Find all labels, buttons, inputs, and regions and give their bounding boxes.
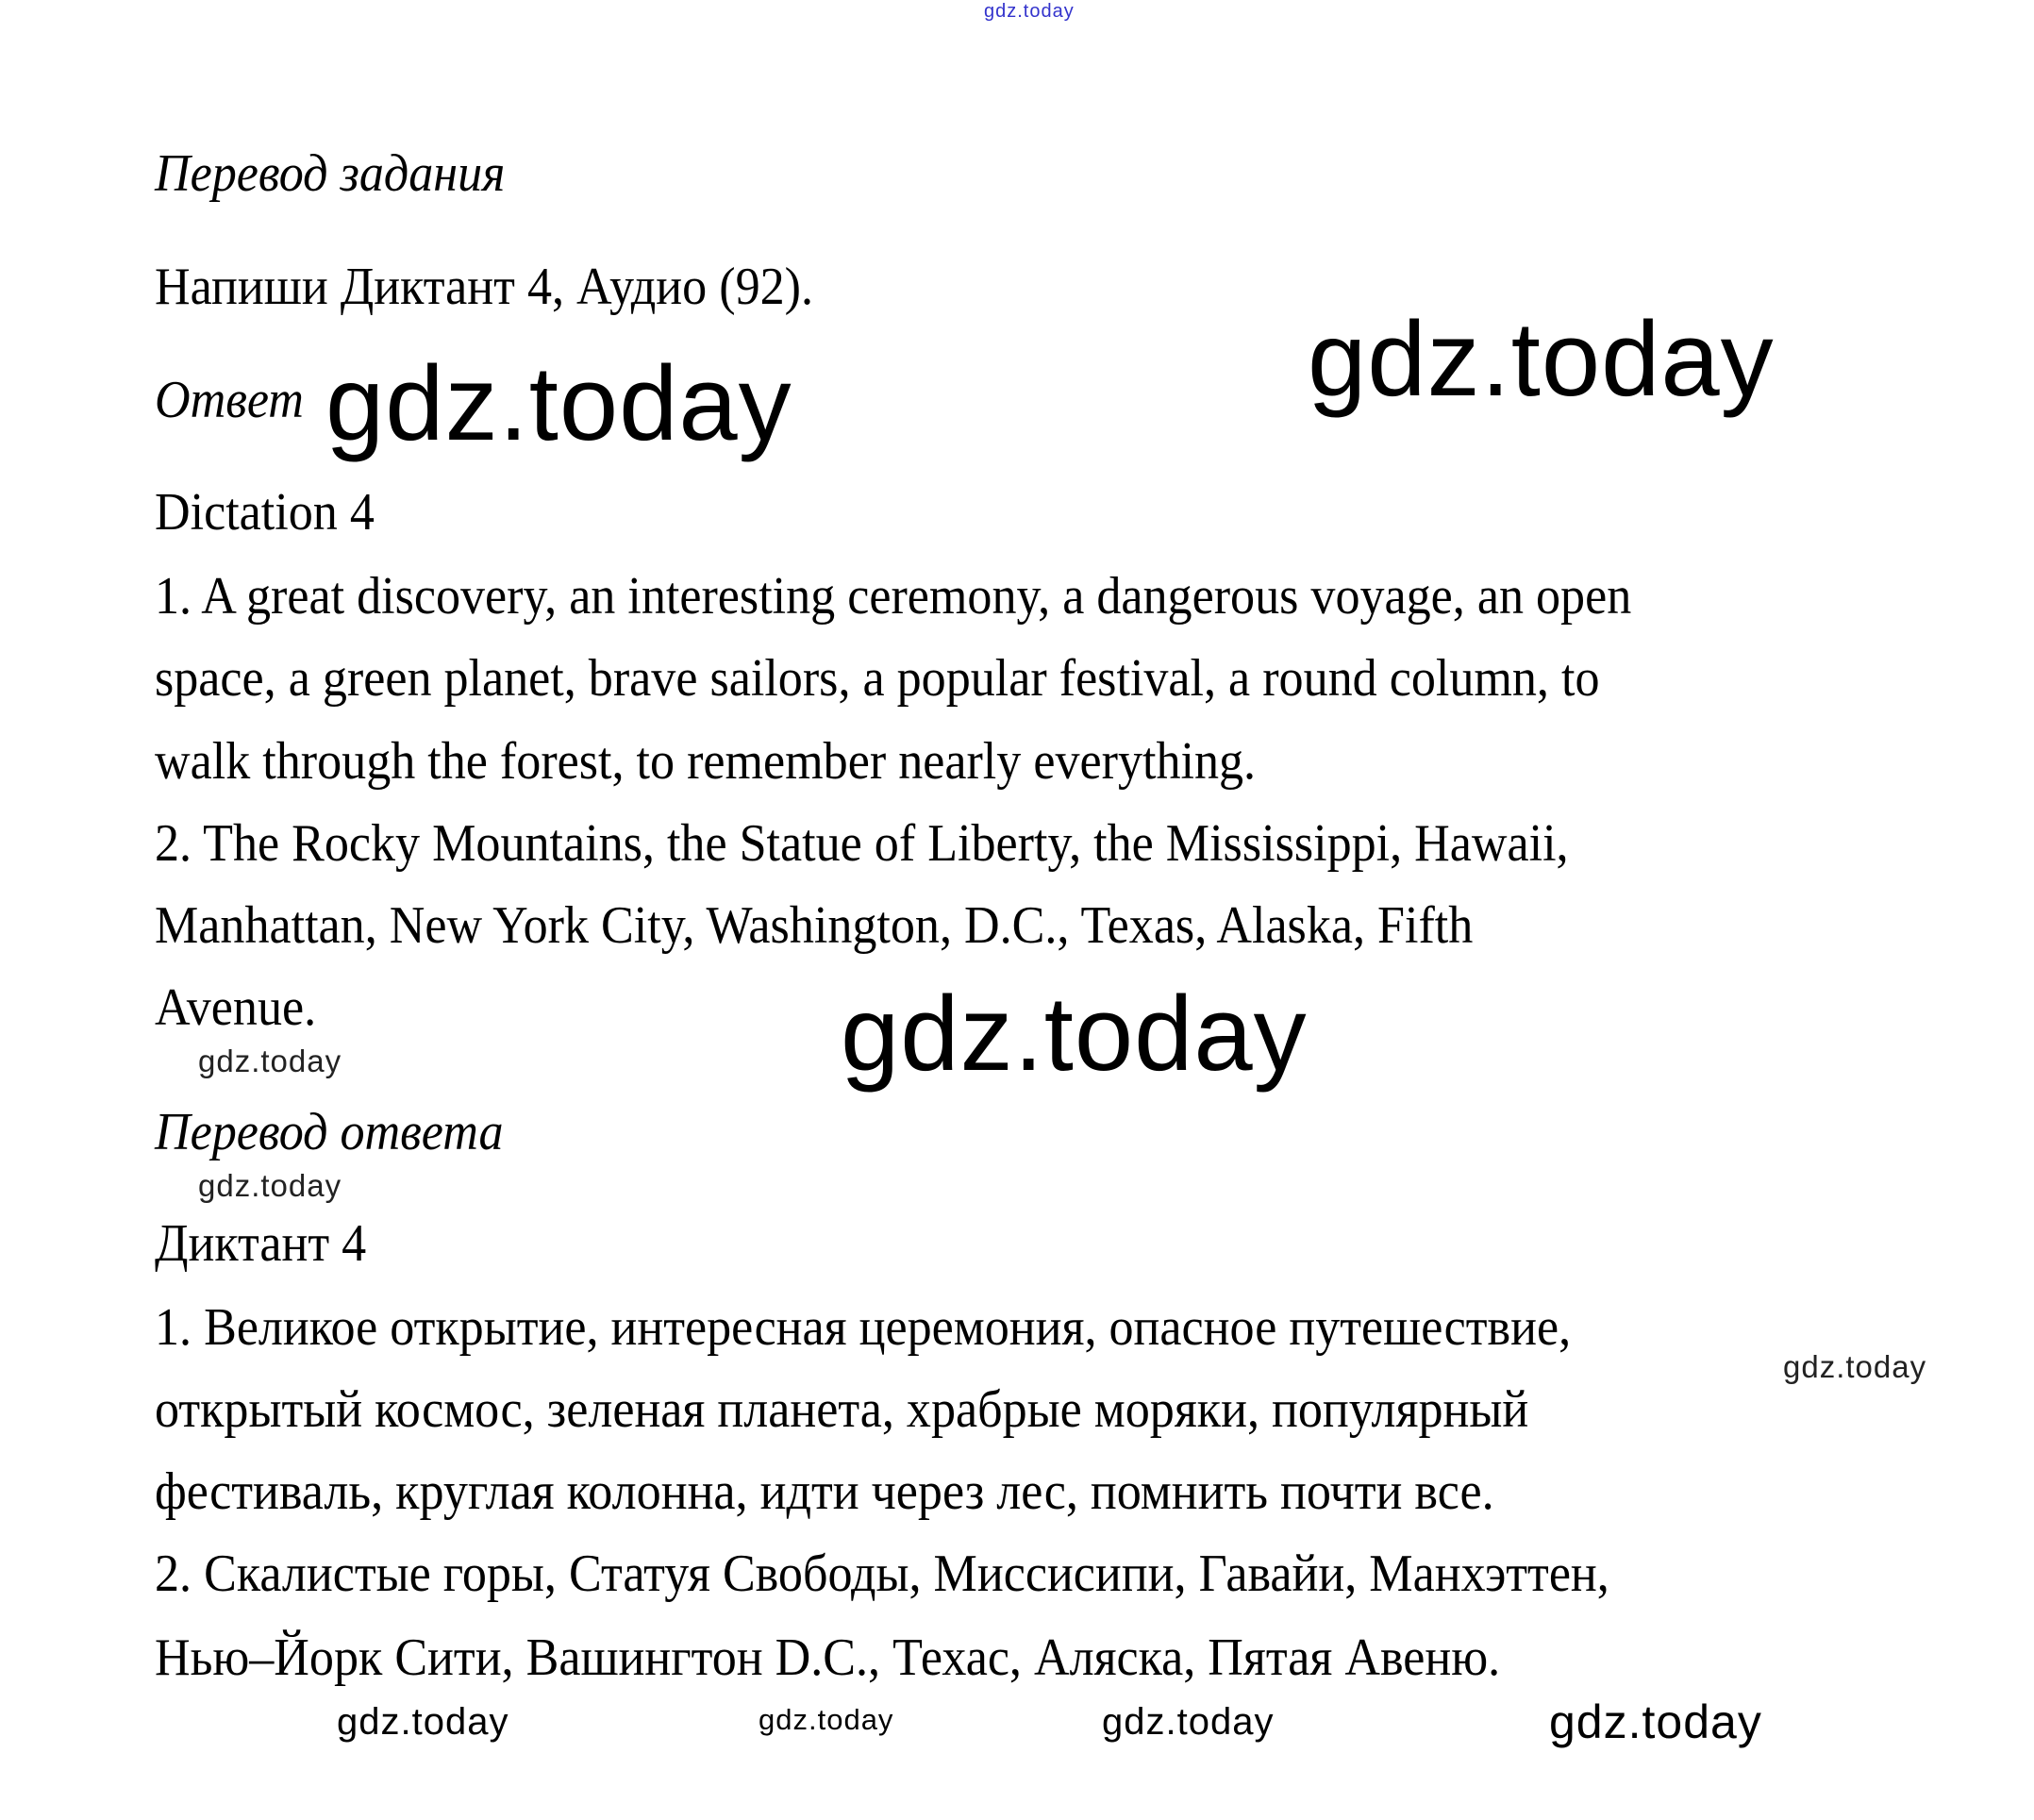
translation-title: Диктант 4 xyxy=(155,1214,367,1273)
translation-line: 1. Великое открытие, интересная церемония, опасное путешествие, xyxy=(155,1298,1572,1357)
translation-line: открытый космос, зеленая планета, храбрые моряки, популярный xyxy=(155,1380,1529,1439)
task-text: Напиши Диктант 4, Аудио (92). xyxy=(155,258,814,316)
translation-line: 2. Скалистые горы, Статуя Свободы, Миссисипи, Гавайи, Манхэттен, xyxy=(155,1544,1609,1603)
watermark-small: gdz.today xyxy=(1783,1349,1927,1384)
watermark-top: gdz.today xyxy=(984,1,1075,22)
dictation-line: 2. The Rocky Mountains, the Statue of Liberty, the Mississippi, Hawaii, xyxy=(155,814,1569,873)
task-translation-heading: Перевод задания xyxy=(155,144,506,203)
watermark-large: gdz.today xyxy=(325,344,792,462)
answer-translation-heading: Перевод ответа xyxy=(155,1103,504,1161)
watermark-large: gdz.today xyxy=(841,975,1308,1093)
watermark-small: gdz.today xyxy=(759,1703,894,1736)
dictation-line: 1. A great discovery, an interesting ceremony, a dangerous voyage, an open xyxy=(155,567,1632,626)
watermark-small: gdz.today xyxy=(198,1168,342,1203)
watermark-small: gdz.today xyxy=(337,1701,509,1743)
dictation-line: Avenue. xyxy=(155,978,317,1037)
watermark-large: gdz.today xyxy=(1308,300,1775,418)
dictation-title: Dictation 4 xyxy=(155,483,375,542)
dictation-line: Manhattan, New York City, Washington, D.C., Texas, Alaska, Fifth xyxy=(155,896,1474,955)
translation-line: фестиваль, круглая колонна, идти через лес, помнить почти все. xyxy=(155,1462,1494,1521)
watermark-small: gdz.today xyxy=(1102,1701,1275,1743)
dictation-line: walk through the forest, to remember nearly everything. xyxy=(155,732,1257,791)
watermark-small: gdz.today xyxy=(198,1044,342,1078)
dictation-line: space, a green planet, brave sailors, a popular festival, a round column, to xyxy=(155,649,1600,708)
translation-line: Нью–Йорк Сити, Вашингтон D.C., Техас, Аляска, Пятая Авеню. xyxy=(155,1628,1501,1687)
watermark-small: gdz.today xyxy=(1549,1695,1762,1748)
answer-heading: Ответ xyxy=(155,371,304,429)
